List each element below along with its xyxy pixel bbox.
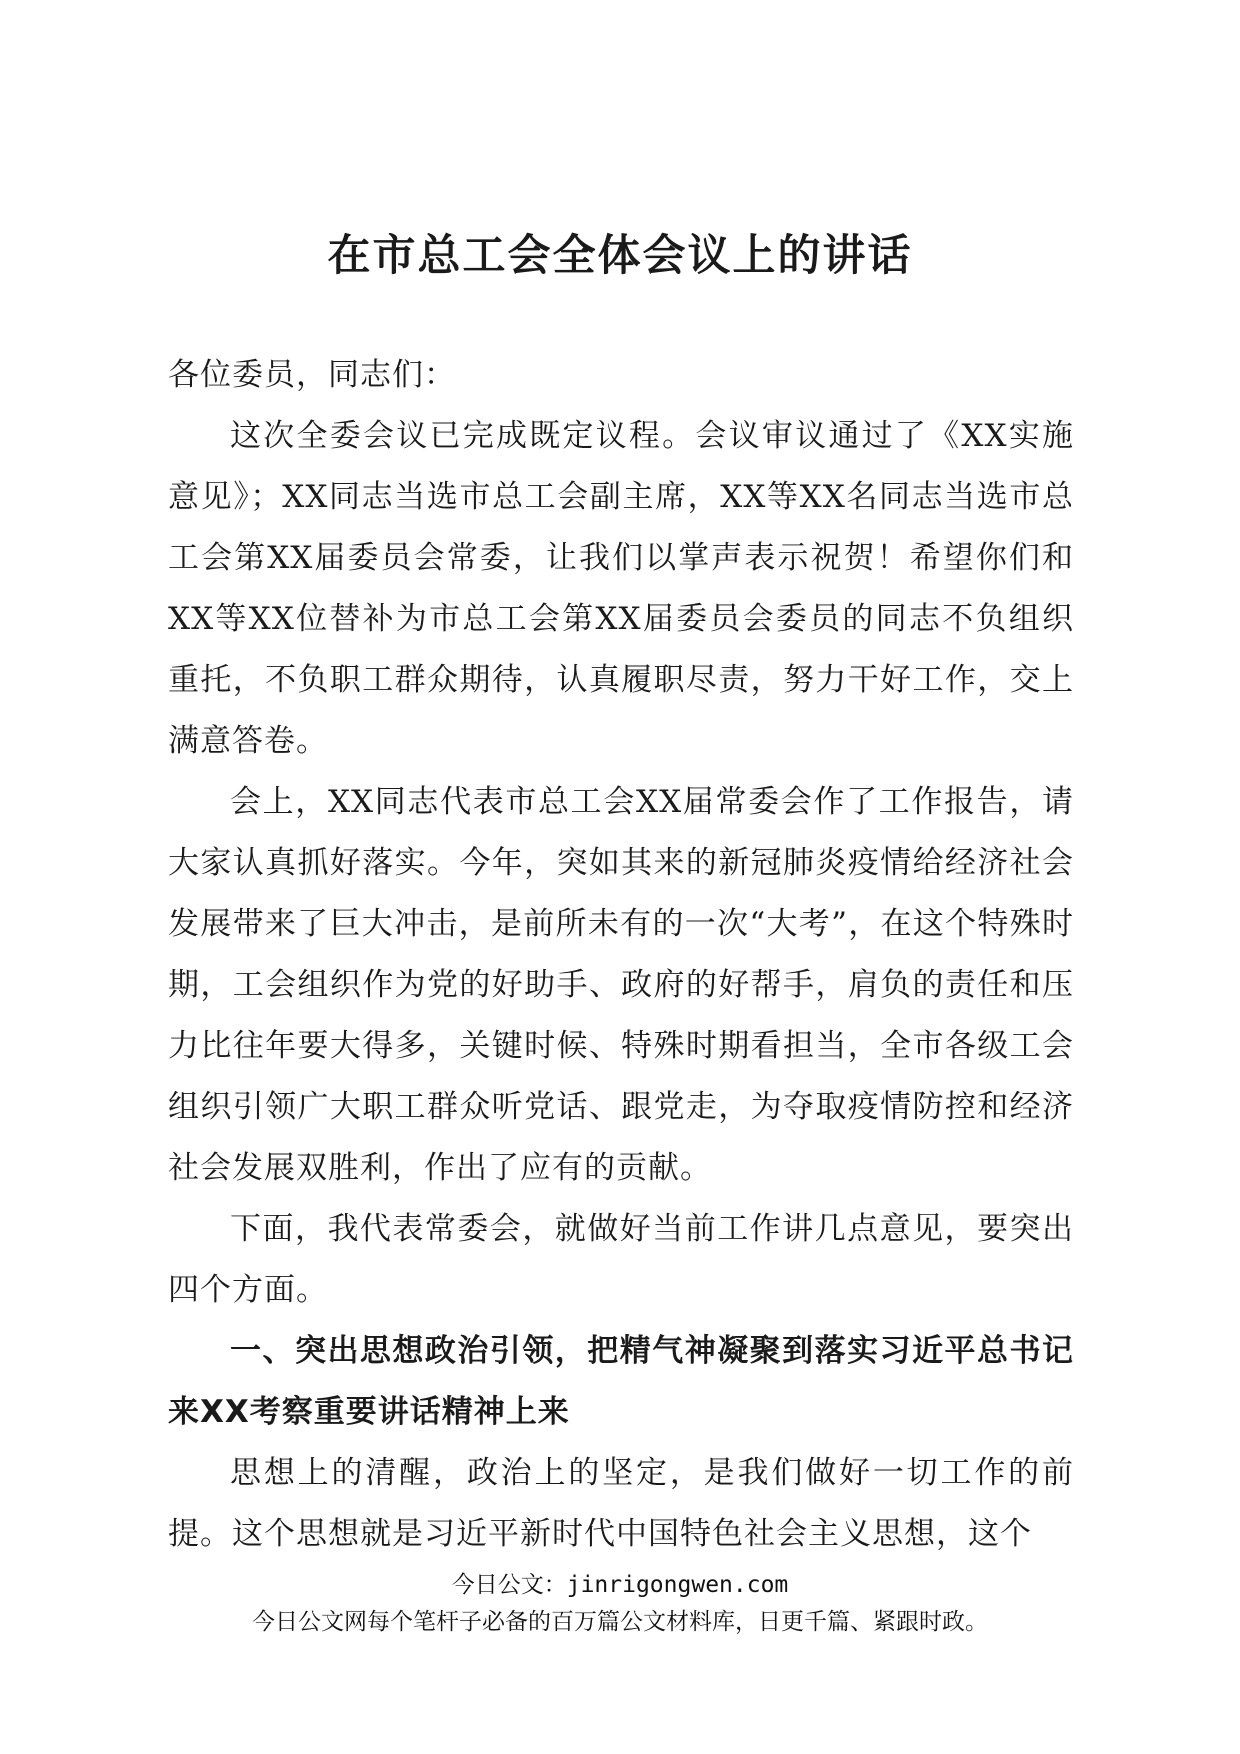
paragraph-3: 下面，我代表常委会，就做好当前工作讲几点意见，要突出四个方面。 bbox=[168, 1211, 1074, 1308]
section-heading-1: 一、突出思想政治引领，把精气神凝聚到落实习近平总书记来XX考察重要讲话精神上来 bbox=[168, 1333, 1074, 1430]
footer-tagline: 今日公文网每个笔杆子必备的百万篇公文材料库，日更千篇、紧跟时政。 bbox=[252, 1609, 988, 1635]
footer-site-line bbox=[0, 1566, 1240, 1599]
section-paragraph-1: 思想上的清醒，政治上的坚定，是我们做好一切工作的前提。这个思想就是习近平新时代中国特色社会主义思想，这个 bbox=[168, 1455, 1074, 1552]
document-body bbox=[168, 345, 1074, 1565]
paragraph-1: 这次全委会议已完成既定议程。会议审议通过了《XX实施意见》；XX同志当选市总工会副主席，XX等XX名同志当选市总工会第XX届委员会常委，让我们以掌声表示祝贺！希望你们和XX等XX位替补为市总工会第XX届委员会委员的同志不负组织重托，不负职工群众期待，认真履职尽责，努力干好工作，交上满意答卷。 bbox=[168, 418, 1074, 759]
footer-site-label: 今日公文： bbox=[451, 1572, 567, 1598]
footer-site-url[interactable]: jinrigongwen.com bbox=[566, 1572, 789, 1598]
paragraph-2: 会上，XX同志代表市总工会XX届常委会作了工作报告，请大家认真抓好落实。今年，突如其来的新冠肺炎疫情给经济社会发展带来了巨大冲击，是前所未有的一次“大考”，在这个特殊时期，工会组织作为党的好助手、政府的好帮手，肩负的责任和压力比往年要大得多，关键时候、特殊时期看担当，全市各级工会组织引领广大职工群众听党话、跟党走，为夺取疫情防控和经济社会发展双胜利，作出了应有的贡献。 bbox=[168, 784, 1074, 1186]
document-title: 在市总工会全体会议上的讲话 bbox=[327, 231, 913, 281]
salutation: 各位委员，同志们： bbox=[168, 357, 456, 393]
